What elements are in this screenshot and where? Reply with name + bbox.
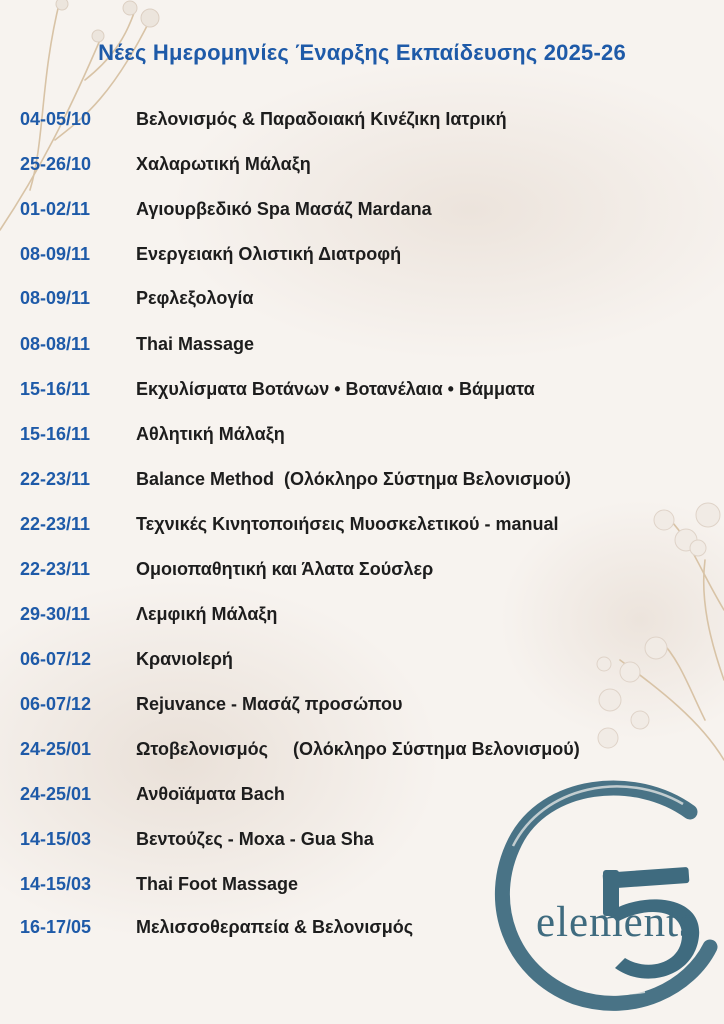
course-name: Thai Foot Massage	[136, 874, 299, 894]
five-elements-logo	[485, 772, 724, 1012]
course-date: 16-17/05	[20, 917, 92, 937]
course-name: Αθλητική Μάλαξη	[136, 424, 285, 444]
page-title: Νέες Ημερομηνίες Έναρξης Εκπαίδευσης 2025-26	[98, 40, 626, 65]
course-date: 14-15/03	[20, 874, 92, 894]
course-date: 01-02/11	[20, 199, 91, 219]
course-row	[0, 105, 690, 135]
course-name: ΚρανιοΙερή	[136, 649, 233, 669]
course-date: 08-08/11	[20, 334, 91, 354]
course-date: 15-16/11	[20, 424, 91, 444]
logo-wordmark: elements	[536, 899, 697, 946]
course-date: 22-23/11	[20, 469, 91, 489]
course-name: Rejuvance - Μασάζ προσώπου	[136, 694, 403, 714]
course-row	[0, 284, 690, 314]
course-date: 14-15/03	[20, 829, 92, 849]
course-row	[0, 645, 690, 675]
course-row	[0, 735, 690, 765]
course-row	[0, 240, 690, 270]
course-name: Βεντούζες - Moxa - Gua Sha	[136, 829, 374, 849]
course-row	[0, 600, 690, 630]
course-name: Ανθοϊάματα Bach	[136, 784, 285, 804]
course-row	[0, 690, 690, 720]
course-name: Balance Method (Ολόκληρο Σύστημα Βελονισμού)	[136, 469, 571, 489]
course-date: 15-16/11	[20, 379, 91, 399]
course-name: Ρεφλεξολογία	[136, 288, 254, 308]
course-row	[0, 465, 690, 495]
course-name: Τεχνικές Κινητοποιήσεις Μυοσκελετικού - manual	[136, 514, 559, 534]
course-row	[0, 330, 690, 360]
course-row	[0, 150, 690, 180]
course-date: 08-09/11	[20, 244, 91, 264]
course-row	[0, 420, 690, 450]
course-date: 29-30/11	[20, 604, 91, 624]
course-date: 25-26/10	[20, 154, 92, 174]
course-date: 24-25/01	[20, 784, 92, 804]
course-date: 24-25/01	[20, 739, 92, 759]
course-row	[0, 375, 690, 405]
course-row	[0, 510, 690, 540]
course-name: Ωτοβελονισμός (Ολόκληρο Σύστημα Βελονισμού)	[136, 739, 580, 759]
course-date: 22-23/11	[20, 514, 91, 534]
course-row	[0, 195, 690, 225]
course-row	[0, 555, 690, 585]
course-name: Βελονισμός & Παραδοιακή Κινέζικη Ιατρική	[136, 109, 507, 129]
course-name: Αγιουρβεδικό Spa Μασάζ Mardana	[136, 199, 432, 219]
course-date: 22-23/11	[20, 559, 91, 579]
course-name: Μελισσοθεραπεία & Βελονισμός	[136, 917, 414, 937]
course-name: Ομοιοπαθητική και Άλατα Σούσλερ	[136, 559, 434, 579]
course-date: 06-07/12	[20, 694, 92, 714]
course-name: Ενεργειακή Ολιστική Διατροφή	[136, 244, 402, 264]
course-date: 06-07/12	[20, 649, 92, 669]
course-name: Εκχυλίσματα Βοτάνων • Βοτανέλαια • Βάμματα	[136, 379, 535, 399]
course-name: Χαλαρωτική Μάλαξη	[136, 154, 311, 174]
course-date: 04-05/10	[20, 109, 92, 129]
course-date: 08-09/11	[20, 288, 91, 308]
course-name: Thai Massage	[136, 334, 255, 354]
course-name: Λεμφική Μάλαξη	[136, 604, 278, 624]
